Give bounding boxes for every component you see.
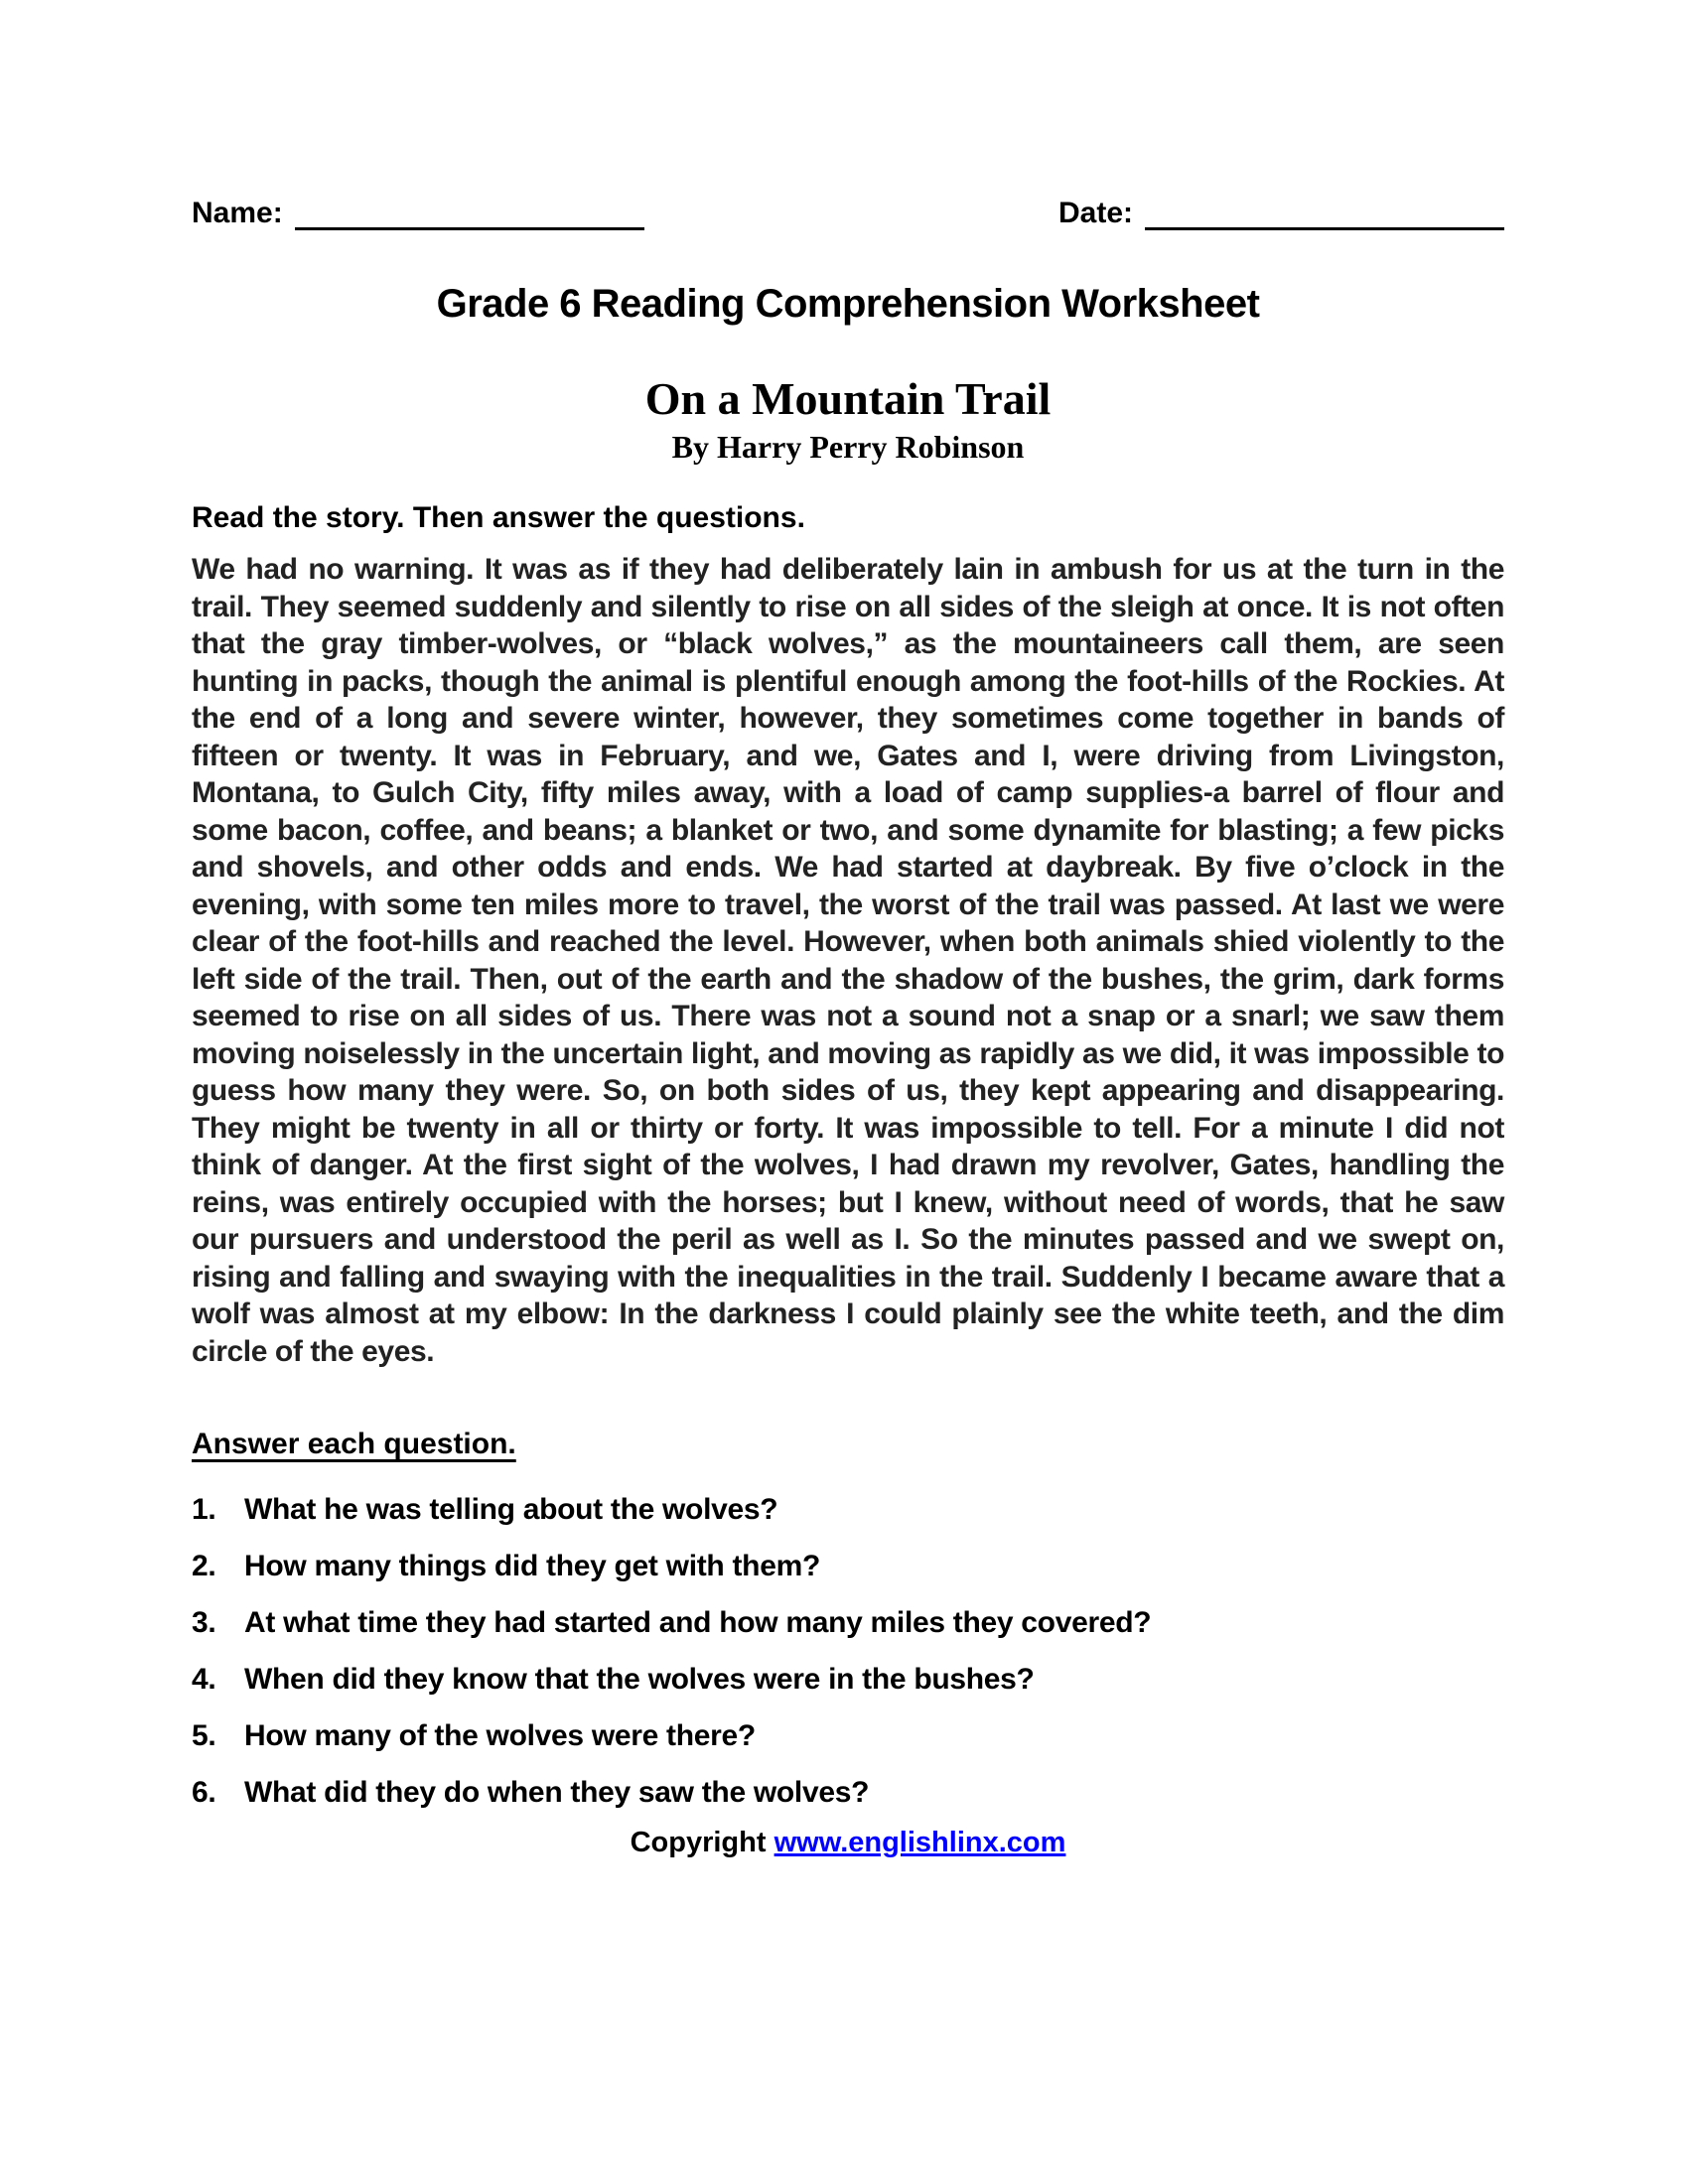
answer-section-heading: Answer each question. — [192, 1428, 516, 1460]
question-text: At what time they had started and how many miles they covered? — [244, 1606, 1152, 1639]
name-blank-line — [295, 226, 644, 230]
page-title: Grade 6 Reading Comprehension Worksheet — [436, 282, 1260, 326]
copyright-label: Copyright — [630, 1827, 767, 1858]
question-item-6 — [192, 1774, 1504, 1811]
question-text: How many things did they get with them? — [244, 1550, 820, 1582]
header — [192, 197, 1504, 230]
worksheet-content — [192, 0, 1504, 1859]
name-label: Name: — [192, 197, 283, 229]
question-text: What did they do when they saw the wolves? — [244, 1776, 870, 1809]
question-number: 4. — [192, 1663, 216, 1696]
question-number: 5. — [192, 1719, 216, 1752]
question-item-1 — [192, 1491, 1504, 1528]
copyright-link[interactable]: www.englishlinx.com — [774, 1827, 1066, 1858]
story-byline: By Harry Perry Robinson — [671, 429, 1025, 465]
question-item-3 — [192, 1604, 1504, 1641]
question-item-2 — [192, 1548, 1504, 1584]
question-number: 6. — [192, 1776, 216, 1809]
story-title: On a Mountain Trail — [644, 373, 1052, 424]
date-field-group — [1058, 197, 1504, 230]
question-item-5 — [192, 1717, 1504, 1754]
question-text: When did they know that the wolves were in the bushes? — [244, 1663, 1035, 1696]
question-text: How many of the wolves were there? — [244, 1719, 756, 1752]
question-number: 3. — [192, 1606, 216, 1639]
question-number: 2. — [192, 1550, 216, 1582]
footer — [192, 1827, 1504, 1859]
question-item-4 — [192, 1661, 1504, 1698]
story-instructions: Read the story. Then answer the questions. — [192, 501, 805, 534]
name-field-group — [192, 197, 644, 230]
question-list — [192, 1491, 1504, 1811]
question-text: What he was telling about the wolves? — [244, 1493, 778, 1526]
date-label: Date: — [1057, 197, 1133, 229]
question-number: 1. — [192, 1493, 216, 1526]
story-paragraph: We had no warning. It was as if they had deliberately lain in ambush for us at the turn in the trail. They seemed suddenly and silently to rise on all sides of the sleigh at once. It is not often that the gray timber-wolves, or “black wolves,” as the mountaineers call them, are seen hunting in packs, though the animal is plentiful enough among the foot-hills of the Rockies. At the end of a long and severe winter, however, they sometimes come together in bands of fifteen or twenty. It was in February, and we, Gates and I, were driving from Livingston, Montana, to Gulch City, fifty miles away, with a load of camp supplies-a barrel of flour and some bacon, coffee, and beans; a blanket or two, and some dynamite for blasting; a few picks and shovels, and other odds and ends. We had started at daybreak. By five o’clock in the evening, with some ten miles more to travel, the worst of the trail was passed. At last we were clear of the foot-hills and reached the level. However, when both animals shied violently to the left side of the trail. Then, out of the earth and the shadow of the bushes, the grim, dark forms seemed to rise on all sides of us. There was not a sound not a snap or a snarl; we saw them moving noiselessly in the uncertain light, and moving as rapidly as we did, it was impossible to guess how many they were. So, on both sides of us, they kept appearing and disappearing. They might be twenty in all or thirty or forty. It was impossible to tell. For a minute I did not think of danger. At the first sight of the wolves, I had drawn my revolver, Gates, handling the reins, was entirely occupied with the horses; but I knew, without need of words, that he saw our pursuers and understood the peril as well as I. So the minutes passed and we swept on, rising and falling and swaying with the inequalities in the trail. Suddenly I became aware that a wolf was almost at my elbow: In the darkness I could plainly see the white teeth, and the dim circle of the eyes. — [192, 553, 1504, 1368]
date-blank-line — [1145, 226, 1504, 230]
